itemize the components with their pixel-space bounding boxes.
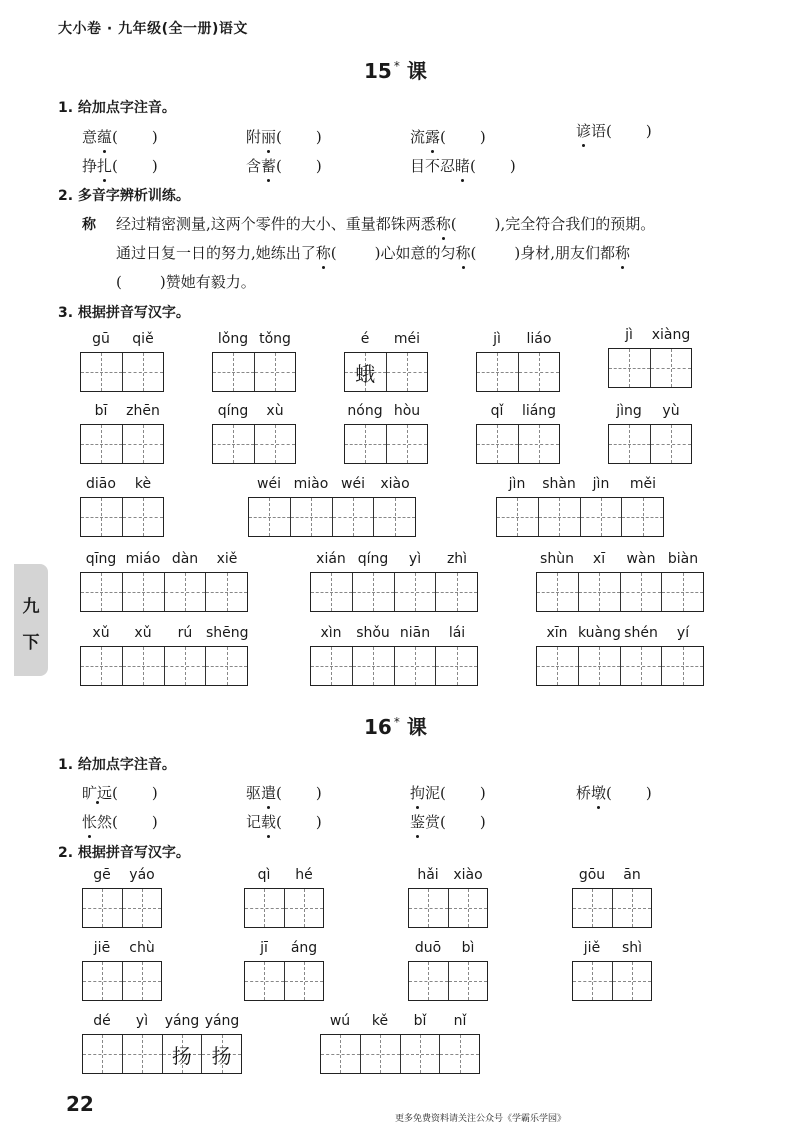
- pinyin-item: [246, 155, 322, 176]
- paren-close: ): [315, 784, 322, 802]
- poly-line-1: [116, 213, 655, 234]
- paren-open: (: [470, 157, 476, 175]
- writing-grid: [212, 352, 296, 392]
- writing-grid: [496, 497, 664, 537]
- writing-cell[interactable]: [573, 889, 613, 927]
- writing-cell[interactable]: [83, 889, 123, 927]
- writing-cell[interactable]: [255, 425, 296, 463]
- pinyin-syllable: shàn: [542, 476, 576, 492]
- pinyin-item: [576, 782, 652, 803]
- pinyin-syllable: miáo: [125, 551, 161, 567]
- pinyin-item: [246, 126, 322, 147]
- pinyin-syllable: bī: [94, 403, 108, 419]
- item-text: 附: [246, 128, 262, 146]
- pinyin-syllable: lái: [448, 625, 466, 641]
- item-text: 目不忍: [410, 157, 456, 175]
- pinyin-syllable: xù: [266, 403, 284, 419]
- writing-cell[interactable]: [449, 962, 488, 1000]
- paren-open: (: [276, 784, 282, 802]
- lesson16-title: [364, 711, 427, 740]
- pinyin-syllable: diāo: [86, 476, 116, 492]
- writing-cell[interactable]: [609, 349, 651, 387]
- writing-cell[interactable]: [345, 425, 387, 463]
- item-text: 流: [410, 128, 426, 146]
- paren-close: ): [479, 813, 486, 831]
- pinyin-syllable: hǎi: [417, 867, 439, 883]
- writing-cell[interactable]: [333, 498, 375, 536]
- writing-cell[interactable]: [519, 425, 560, 463]
- writing-cell[interactable]: [409, 962, 449, 1000]
- writing-cell[interactable]: [477, 353, 519, 391]
- writing-cell[interactable]: [537, 573, 579, 611]
- pinyin-syllable: zhēn: [126, 403, 160, 419]
- written-char: 扬: [211, 1043, 232, 1068]
- writing-grid: [320, 1034, 480, 1074]
- dotted-char: 遣: [261, 784, 277, 802]
- writing-cell[interactable]: [81, 425, 123, 463]
- paren-open: (: [440, 784, 446, 802]
- pinyin-syllable: nóng: [347, 403, 383, 419]
- item-text: 泥: [425, 784, 441, 802]
- pinyin-syllable: kuàng: [578, 625, 621, 641]
- pinyin-syllable: nǐ: [453, 1013, 467, 1029]
- writing-cell[interactable]: [436, 573, 477, 611]
- written-char: 蛾: [355, 361, 376, 386]
- writing-cell[interactable]: [213, 353, 255, 391]
- dotted-char: 拘: [410, 784, 426, 802]
- writing-cell[interactable]: [81, 647, 123, 685]
- pinyin-syllable: shén: [624, 625, 658, 641]
- writing-cell[interactable]: [245, 889, 285, 927]
- writing-grid: [80, 646, 248, 686]
- pinyin-syllable: jì: [625, 327, 633, 343]
- paren-close: ): [315, 128, 322, 146]
- dotted-char: 称: [615, 244, 631, 262]
- writing-cell[interactable]: [651, 349, 692, 387]
- writing-grid: [82, 1034, 242, 1074]
- pinyin-syllable: chù: [129, 940, 155, 956]
- paren-close: ): [151, 784, 158, 802]
- poly-line-3: [116, 271, 256, 292]
- pinyin-syllable: rú: [177, 625, 193, 641]
- paren-open: (: [276, 813, 282, 831]
- pinyin-item: [82, 126, 158, 147]
- dotted-char: 称: [315, 244, 331, 262]
- writing-cell[interactable]: [311, 573, 353, 611]
- pinyin-syllable: wú: [329, 1013, 351, 1029]
- book-header-title: 大小卷 · 九年级(全一册)语文: [58, 21, 248, 37]
- writing-grid: [408, 888, 488, 928]
- pinyin-syllable: yáng: [164, 1013, 200, 1029]
- writing-cell[interactable]: [123, 962, 162, 1000]
- pinyin-syllable: duō: [414, 940, 442, 956]
- pinyin-syllable: gū: [92, 331, 110, 347]
- dotted-char: 载: [261, 813, 277, 831]
- writing-grid: [572, 888, 652, 928]
- item-text: 然: [97, 813, 113, 831]
- pinyin-syllable: niān: [399, 625, 431, 641]
- writing-cell[interactable]: [245, 962, 285, 1000]
- writing-cell[interactable]: [374, 498, 415, 536]
- writing-cell[interactable]: [255, 353, 296, 391]
- text: (: [330, 244, 337, 262]
- writing-grid: [344, 352, 428, 392]
- pinyin-syllable: liáng: [521, 403, 557, 419]
- writing-cell[interactable]: [83, 1035, 123, 1073]
- l16-q2-title: 2. 根据拼音写汉字。: [58, 845, 190, 861]
- text: (: [450, 215, 457, 233]
- paren-close: ): [151, 813, 158, 831]
- writing-grid: [82, 961, 162, 1001]
- writing-cell[interactable]: [537, 647, 579, 685]
- pinyin-item: [246, 782, 322, 803]
- paren-close: ): [151, 157, 158, 175]
- pinyin-syllable: měi: [629, 476, 657, 492]
- pinyin-syllable: jìn: [508, 476, 526, 492]
- page-number: 22: [66, 1092, 94, 1116]
- lesson15-title: [364, 55, 427, 84]
- writing-cell[interactable]: [497, 498, 539, 536]
- pinyin-syllable: yì: [408, 551, 422, 567]
- item-text: 记: [246, 813, 262, 831]
- l15-q1-title: 1. 给加点字注音。: [58, 100, 176, 116]
- lesson-mark: *: [393, 715, 400, 730]
- writing-grid: [476, 352, 560, 392]
- writing-cell[interactable]: [409, 889, 449, 927]
- writing-cell[interactable]: [387, 353, 428, 391]
- text: 经过精密测量,这两个零件的大小、重量都铢两悉: [116, 215, 436, 233]
- lesson-mark: *: [393, 59, 400, 74]
- pinyin-syllable: xiào: [453, 867, 483, 883]
- pinyin-item: [410, 155, 516, 176]
- pinyin-syllable: xìn: [320, 625, 342, 641]
- poly-line-2: [116, 242, 630, 263]
- dotted-char: 扎: [97, 157, 113, 175]
- item-text: 桥: [576, 784, 592, 802]
- polyphone-label: 称: [82, 217, 96, 233]
- writing-cell[interactable]: [440, 1035, 479, 1073]
- text: ),完全符合我们的预期。: [494, 215, 656, 233]
- pinyin-syllable: yáo: [129, 867, 155, 883]
- pinyin-syllable: kè: [134, 476, 152, 492]
- paren-open: (: [440, 813, 446, 831]
- writing-grid: [310, 646, 478, 686]
- pinyin-item: [576, 120, 652, 141]
- footer-note: 更多免费资料请关注公众号《学霸乐学园》: [395, 1114, 567, 1124]
- pinyin-syllable: miào: [293, 476, 329, 492]
- paren-open: (: [112, 784, 118, 802]
- pinyin-syllable: wàn: [626, 551, 656, 567]
- paren-open: (: [112, 157, 118, 175]
- writing-grid: [476, 424, 560, 464]
- pinyin-syllable: xīn: [546, 625, 568, 641]
- pinyin-syllable: yí: [676, 625, 690, 641]
- writing-cell[interactable]: [621, 647, 663, 685]
- pinyin-syllable: jī: [260, 940, 268, 956]
- writing-cell[interactable]: [613, 889, 652, 927]
- writing-cell[interactable]: [81, 498, 123, 536]
- pinyin-item: [410, 126, 486, 147]
- text: )身材,朋友们都: [514, 244, 616, 262]
- paren-open: (: [276, 128, 282, 146]
- pinyin-syllable: áng: [290, 940, 318, 956]
- writing-cell[interactable]: [662, 647, 703, 685]
- l16-q1-title: 1. 给加点字注音。: [58, 757, 176, 773]
- writing-cell[interactable]: [321, 1035, 361, 1073]
- pinyin-syllable: yù: [662, 403, 680, 419]
- writing-cell[interactable]: [165, 573, 207, 611]
- writing-cell[interactable]: [165, 647, 207, 685]
- writing-cell[interactable]: [81, 573, 123, 611]
- writing-cell[interactable]: [395, 573, 437, 611]
- dotted-char: 称: [435, 215, 451, 233]
- pinyin-syllable: bǐ: [413, 1013, 427, 1029]
- writing-cell[interactable]: [387, 425, 428, 463]
- dotted-char: 谚: [576, 122, 592, 140]
- paren-close: ): [479, 128, 486, 146]
- pinyin-syllable: méi: [393, 331, 421, 347]
- writing-cell[interactable]: [285, 889, 324, 927]
- item-text: 旷: [82, 784, 98, 802]
- paren-open: (: [606, 784, 612, 802]
- pinyin-syllable: xiào: [380, 476, 410, 492]
- writing-cell[interactable]: [477, 425, 519, 463]
- writing-cell[interactable]: [123, 573, 165, 611]
- dotted-char: 怅: [82, 813, 98, 831]
- writing-grid: [408, 961, 488, 1001]
- pinyin-syllable: qīng: [85, 551, 117, 567]
- written-char: 扬: [171, 1043, 192, 1068]
- text: 通过日复一日的努力,她练出了: [116, 244, 316, 262]
- writing-cell[interactable]: [123, 889, 162, 927]
- dotted-char: 露: [425, 128, 441, 146]
- pinyin-syllable: wéi: [341, 476, 365, 492]
- writing-cell[interactable]: [436, 647, 477, 685]
- item-text: 意: [82, 128, 98, 146]
- paren-close: ): [151, 128, 158, 146]
- dotted-char: 蓄: [261, 157, 277, 175]
- pinyin-syllable: jìn: [592, 476, 610, 492]
- paren-close: ): [315, 157, 322, 175]
- writing-cell[interactable]: [285, 962, 324, 1000]
- pinyin-syllable: xǔ: [92, 625, 110, 641]
- writing-cell[interactable]: [519, 353, 560, 391]
- pinyin-syllable: kě: [371, 1013, 389, 1029]
- writing-cell[interactable]: [345, 353, 387, 391]
- writing-cell[interactable]: [123, 353, 164, 391]
- writing-cell[interactable]: [579, 647, 621, 685]
- paren-close: ): [315, 813, 322, 831]
- dotted-char: 睹: [455, 157, 471, 175]
- pinyin-syllable: xī: [592, 551, 606, 567]
- writing-cell[interactable]: [123, 498, 164, 536]
- pinyin-syllable: shǒu: [356, 625, 390, 641]
- side-tab-char: 九: [22, 597, 40, 617]
- writing-grid: [80, 424, 164, 464]
- pinyin-syllable: tǒng: [259, 331, 291, 347]
- paren-open: (: [112, 128, 118, 146]
- pinyin-syllable: xiàng: [651, 327, 691, 343]
- pinyin-syllable: lǒng: [217, 331, 249, 347]
- pinyin-syllable: qíng: [357, 551, 389, 567]
- writing-cell[interactable]: [123, 1035, 163, 1073]
- pinyin-item: [82, 811, 158, 832]
- item-text: 驱: [246, 784, 262, 802]
- paren-close: ): [479, 784, 486, 802]
- paren-open: (: [112, 813, 118, 831]
- pinyin-syllable: yì: [135, 1013, 149, 1029]
- pinyin-syllable: bì: [461, 940, 475, 956]
- pinyin-syllable: shì: [621, 940, 643, 956]
- pinyin-syllable: qǐ: [490, 403, 504, 419]
- l15-q2-title: 2. 多音字辨析训练。: [58, 188, 190, 204]
- side-tab-char: 下: [22, 633, 40, 653]
- pinyin-syllable: hé: [295, 867, 313, 883]
- writing-cell[interactable]: [449, 889, 488, 927]
- writing-cell[interactable]: [213, 425, 255, 463]
- writing-cell[interactable]: [206, 573, 247, 611]
- dotted-char: 鉴: [410, 813, 426, 831]
- writing-grid: [536, 646, 704, 686]
- side-tab: [14, 564, 48, 676]
- writing-grid: [248, 497, 416, 537]
- pinyin-syllable: gē: [93, 867, 111, 883]
- writing-cell[interactable]: [651, 425, 692, 463]
- text: (: [470, 244, 477, 262]
- item-text: 语: [591, 122, 607, 140]
- pinyin-syllable: shēng: [206, 625, 249, 641]
- writing-grid: [572, 961, 652, 1001]
- pinyin-syllable: shùn: [540, 551, 574, 567]
- writing-cell[interactable]: [539, 498, 581, 536]
- pinyin-syllable: zhì: [446, 551, 468, 567]
- writing-cell[interactable]: [581, 498, 623, 536]
- pinyin-syllable: jiē: [93, 940, 111, 956]
- lesson-unit: 课: [406, 59, 427, 83]
- text: )赞她有毅力。: [159, 273, 256, 291]
- writing-cell[interactable]: [206, 647, 247, 685]
- paren-open: (: [276, 157, 282, 175]
- writing-grid: [244, 888, 324, 928]
- writing-cell[interactable]: [202, 1035, 241, 1073]
- writing-cell[interactable]: [83, 962, 123, 1000]
- writing-grid: [310, 572, 478, 612]
- pinyin-syllable: qiě: [132, 331, 154, 347]
- l15-q3-title: 3. 根据拼音写汉字。: [58, 305, 190, 321]
- writing-cell[interactable]: [249, 498, 291, 536]
- pinyin-item: [82, 155, 158, 176]
- writing-cell[interactable]: [613, 962, 652, 1000]
- writing-grid: [244, 961, 324, 1001]
- pinyin-item: [82, 782, 158, 803]
- writing-grid: [80, 572, 248, 612]
- text: (: [116, 273, 122, 291]
- writing-grid: [344, 424, 428, 464]
- pinyin-syllable: jì: [493, 331, 501, 347]
- paren-close: ): [645, 784, 652, 802]
- pinyin-syllable: é: [360, 331, 370, 347]
- writing-cell[interactable]: [579, 573, 621, 611]
- writing-cell[interactable]: [662, 573, 703, 611]
- pinyin-syllable: liáo: [526, 331, 552, 347]
- pinyin-syllable: biàn: [667, 551, 699, 567]
- writing-cell[interactable]: [401, 1035, 441, 1073]
- pinyin-syllable: xián: [316, 551, 346, 567]
- dotted-char: 墩: [591, 784, 607, 802]
- writing-cell[interactable]: [123, 647, 165, 685]
- pinyin-item: [410, 782, 486, 803]
- item-text: 赏: [425, 813, 441, 831]
- writing-cell[interactable]: [361, 1035, 401, 1073]
- writing-grid: [608, 348, 692, 388]
- writing-cell[interactable]: [353, 573, 395, 611]
- writing-cell[interactable]: [81, 353, 123, 391]
- writing-grid: [608, 424, 692, 464]
- pinyin-syllable: qì: [257, 867, 271, 883]
- paren-open: (: [606, 122, 612, 140]
- writing-grid: [536, 572, 704, 612]
- writing-cell[interactable]: [622, 498, 663, 536]
- writing-cell[interactable]: [291, 498, 333, 536]
- item-text: 远: [97, 784, 113, 802]
- writing-grid: [80, 352, 164, 392]
- item-text: 含: [246, 157, 262, 175]
- writing-grid: [80, 497, 164, 537]
- lesson-number: 16: [364, 715, 392, 739]
- pinyin-syllable: wéi: [257, 476, 281, 492]
- pinyin-syllable: gōu: [578, 867, 606, 883]
- lesson-unit: 课: [406, 715, 427, 739]
- dotted-char: 称: [455, 244, 471, 262]
- pinyin-syllable: ān: [623, 867, 641, 883]
- pinyin-syllable: hòu: [393, 403, 421, 419]
- pinyin-syllable: dé: [93, 1013, 111, 1029]
- pinyin-syllable: qíng: [217, 403, 249, 419]
- writing-grid: [212, 424, 296, 464]
- pinyin-syllable: jiě: [583, 940, 601, 956]
- pinyin-syllable: xǔ: [134, 625, 152, 641]
- writing-cell[interactable]: [353, 647, 395, 685]
- writing-cell[interactable]: [395, 647, 437, 685]
- dotted-char: 丽: [261, 128, 277, 146]
- pinyin-syllable: yáng: [204, 1013, 240, 1029]
- paren-close: ): [509, 157, 516, 175]
- writing-cell[interactable]: [163, 1035, 203, 1073]
- writing-cell[interactable]: [311, 647, 353, 685]
- writing-cell[interactable]: [609, 425, 651, 463]
- pinyin-item: [246, 811, 322, 832]
- writing-cell[interactable]: [573, 962, 613, 1000]
- dotted-char: 蕴: [97, 128, 113, 146]
- pinyin-syllable: dàn: [171, 551, 199, 567]
- paren-close: ): [645, 122, 652, 140]
- writing-cell[interactable]: [621, 573, 663, 611]
- pinyin-syllable: jìng: [616, 403, 642, 419]
- lesson-number: 15: [364, 59, 392, 83]
- text: )心如意的匀: [374, 244, 456, 262]
- writing-cell[interactable]: [123, 425, 164, 463]
- pinyin-syllable: xiě: [216, 551, 238, 567]
- writing-grid: [82, 888, 162, 928]
- item-text: 挣: [82, 157, 98, 175]
- paren-open: (: [440, 128, 446, 146]
- pinyin-item: [410, 811, 486, 832]
